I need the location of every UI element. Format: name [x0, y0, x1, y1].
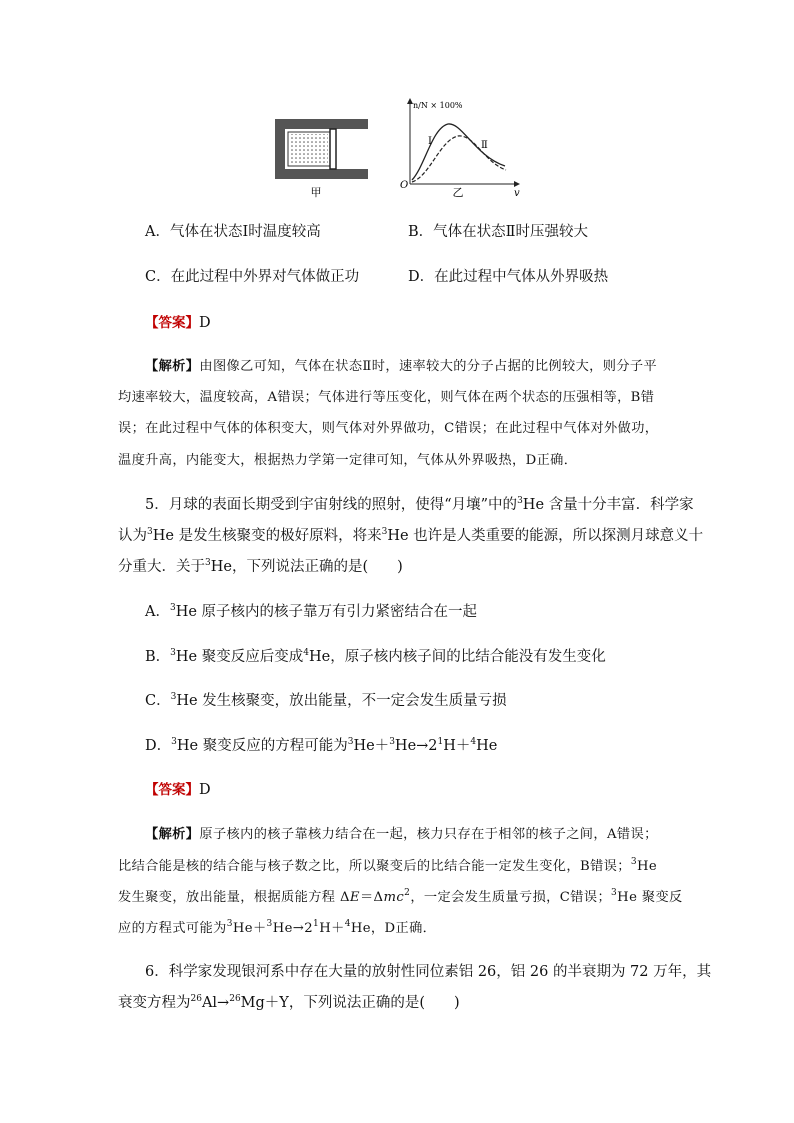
q5-explain-line-3: 发生聚变，放出能量，根据质能方程 ΔE＝Δmc$^2$，一定会发生质量亏损，C错误；$^3$He 聚变反 [118, 888, 683, 905]
q4-explain-line-4: 温度升高，内能变大，根据热力学第一定律可知，气体从外界吸热，D正确． [118, 453, 578, 468]
explain-text: 由图像乙可知，气体在状态Ⅱ时，速率较大的分子占据的比例较大，则分子平 [199, 359, 658, 374]
y-axis-label: n/N × 100% [413, 101, 463, 110]
answer-value: D [199, 315, 211, 331]
q5-option-c: C．$^3$He 发生核聚变，放出能量，不一定会发生质量亏损 [145, 692, 507, 709]
q4-option-c: C．在此过程中外界对气体做正功 [145, 269, 360, 285]
q5-explain-line-4: 应的方程式可能为$^3He+^3He\to 2^1H+^4He$，D正确． [118, 919, 437, 936]
q4-answer [145, 311, 211, 331]
answer-tag: 【答案】 [145, 315, 199, 331]
q5-option-b: B．$^3$He 聚变反应后变成$^4$He，原子核内核子间的比结合能没有发生变化 [145, 648, 606, 665]
q5-option-d: D．$^3$He 聚变反应的方程可能为$^3He+^3He\to 2^1H+^4He$ [145, 737, 498, 754]
q5-stem-line-3: 分重大．关于$^3$He，下列说法正确的是( ) [118, 558, 403, 575]
yi-label: 乙 [452, 186, 464, 199]
q4-option-d: D．在此过程中气体从外界吸热 [408, 269, 609, 285]
q5-explain-line-1: 【解析】原子核内的核子靠核力结合在一起，核力只存在于相邻的核子之间，A错误； [145, 827, 658, 842]
curve-2-label: Ⅱ [481, 140, 488, 151]
curve-1-label: Ⅰ [428, 136, 432, 147]
origin-label: O [400, 180, 409, 191]
q4-option-b: B．气体在状态Ⅱ时压强较大 [408, 224, 589, 240]
q5-stem-line-2: 认为$^3$He 是发生核聚变的极好原料，将来$^3$He 也许是人类重要的能源，所以探测月球意义十 [118, 527, 704, 544]
q6-stem-line-1: 6．科学家发现银河系中存在大量的放射性同位素铝 26，铝 26 的半衰期为 72 万年，其 [145, 964, 712, 980]
figure [270, 96, 530, 200]
figure-svg [270, 96, 530, 200]
distribution-graph [407, 98, 520, 187]
q5-answer [145, 778, 211, 798]
explain-tag: 【解析】 [145, 359, 200, 374]
x-axis-label: v [514, 188, 520, 199]
q6-stem-line-2: 衰变方程为$^{26}$Al→$^{26}$Mg＋Y，下列说法正确的是( ) [118, 994, 460, 1011]
q4-explain-line-1 [145, 355, 657, 374]
q4-explain-line-2: 均速率较大，温度较高，A错误；气体进行等压变化，则气体在两个状态的压强相等，B错 [118, 390, 655, 405]
q4-option-a: A．气体在状态Ⅰ时温度较高 [145, 224, 321, 240]
cylinder-diagram [280, 124, 368, 174]
answer-value: D [199, 782, 211, 798]
answer-tag: 【答案】 [145, 782, 199, 798]
q5-explain-line-2: 比结合能是核的结合能与核子数之比，所以聚变后的比结合能一定发生变化，B错误；$^3$He [118, 857, 658, 874]
curve-1 [412, 124, 505, 180]
q4-explain-line-3: 误；在此过程中气体的体积变大，则气体对外界做功，C错误；在此过程中气体对外做功， [118, 421, 659, 436]
q5-option-a: A．$^3$He 原子核内的核子靠万有引力紧密结合在一起 [145, 603, 478, 620]
jia-label: 甲 [310, 186, 322, 199]
q5-stem-line-1: 5．月球的表面长期受到宇宙射线的照射，使得“月壤”中的$^3$He 含量十分丰富．科学家 [145, 496, 694, 513]
